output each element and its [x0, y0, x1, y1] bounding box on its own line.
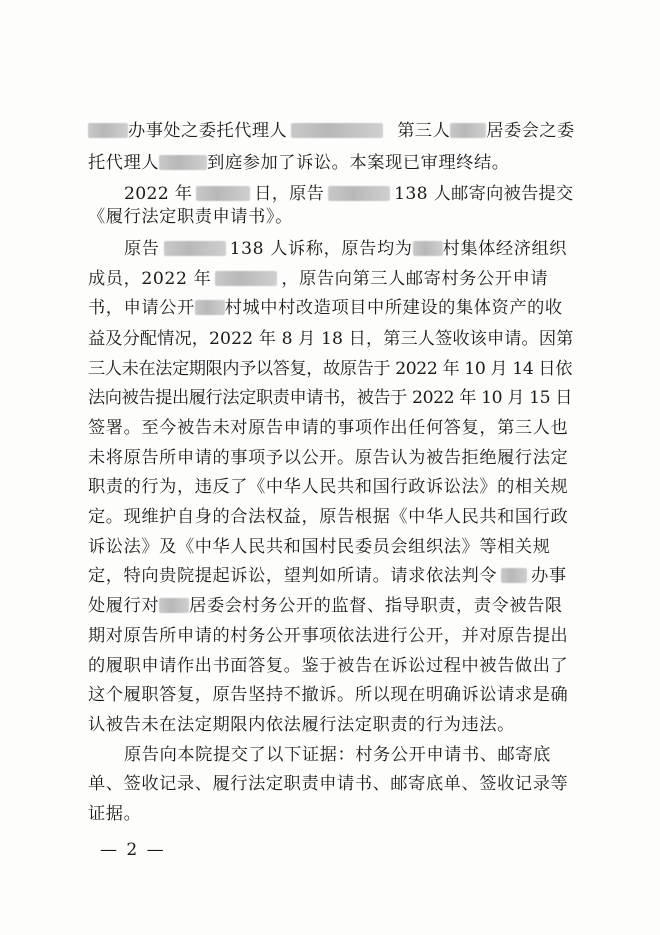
text-line [88, 384, 572, 412]
redaction-mark [413, 241, 443, 256]
text-line [124, 235, 567, 263]
redaction-mark [195, 300, 225, 315]
text-run: 诉讼法》及《中华人民共和国村民委员会组织法》等相关规 [88, 537, 551, 557]
text-run: 居委会之委 [486, 121, 575, 141]
text-line [88, 770, 568, 798]
text-run: 办事处之委托代理人 [128, 121, 288, 141]
text-line [88, 265, 548, 293]
text-run: 2022 年 [124, 184, 193, 204]
text-run: 职责的行为，违反了《中华人民共和国行政诉讼法》的相关规 [88, 477, 569, 497]
text-run: 益及分配情况，2022 年 8 月 18 日，第三人签收该申请。因第 [88, 329, 574, 349]
text-run: 未将原告所申请的事项予以公开。原告认为被告拒绝履行法定 [88, 448, 569, 468]
text-run: ，原告向第三人邮寄村务公开申请 [281, 269, 549, 289]
redaction-mark [291, 123, 383, 138]
redaction-mark [88, 123, 128, 138]
text-run: 法向被告提出履行法定职责申请书，被告于 2022 年 10 月 15 日 [88, 388, 572, 408]
text-run: 原告向本院提交了以下证据：村务公开申请书、邮寄底 [124, 745, 551, 765]
text-run: 138 人诉称，原告均为 [229, 239, 413, 259]
text-line [88, 681, 568, 709]
text-line [88, 652, 568, 680]
text-line [88, 711, 515, 739]
text-run: 期对原告所申请的村务公开事项依法进行公开，并对原告提出 [88, 626, 569, 646]
text-run: 定。现维护自身的合法权益，原告根据《中华人民共和国行政 [88, 507, 569, 527]
text-run: 证据。 [88, 804, 142, 824]
text-run: 第三人 [397, 121, 451, 141]
text-line [88, 473, 568, 501]
text-line [124, 741, 551, 769]
text-line [88, 294, 563, 322]
text-line [88, 414, 568, 442]
text-line [88, 117, 575, 145]
text-line [88, 325, 573, 353]
text-run: 签署。至今被告未对原告申请的事项作出任何答复，第三人也 [88, 418, 569, 438]
text-run: 书，申请公开 [88, 298, 195, 318]
text-run: 原告 [124, 239, 160, 259]
text-run: 办事 [531, 566, 567, 586]
redaction-mark [196, 186, 250, 201]
text-line [88, 444, 568, 472]
text-line [88, 149, 510, 177]
text-run: 的履职申请作出书面答复。鉴于被告在诉讼过程中被告做出了 [88, 656, 569, 676]
text-run: 处履行对 [88, 596, 160, 616]
redaction-mark [215, 271, 277, 286]
text-line [88, 503, 568, 531]
text-run: 定，特向贵院提起诉讼，望判如所请。请求依法判令 [88, 566, 498, 586]
text-line [88, 533, 550, 561]
text-run: 三人未在法定期限内予以答复，故原告于 2022 年 10 月 14 日依 [88, 359, 572, 379]
text-line [88, 622, 568, 650]
text-line [88, 355, 572, 383]
redaction-mark [164, 241, 226, 256]
text-run: 认被告未在法定期限内依法履行法定职责的行为违法。 [88, 715, 515, 735]
text-run: 到庭参加了诉讼。本案现已审理终结。 [207, 153, 510, 173]
text-run: 托代理人 [88, 153, 160, 173]
redaction-mark [159, 598, 189, 613]
text-run: 这个履职答复，原告坚持不撤诉。所以现在明确诉讼请求是确 [88, 685, 569, 705]
redaction-mark [501, 568, 527, 583]
text-line [88, 592, 563, 620]
redaction-mark [450, 123, 486, 138]
page-number: — 2 — [100, 840, 166, 860]
text-run: 《履行法定职责申请书》。 [88, 207, 293, 227]
redaction-mark [328, 186, 390, 201]
text-line [88, 203, 293, 231]
text-run: 成员，2022 年 [88, 269, 212, 289]
text-run: 村集体经济组织 [442, 239, 568, 259]
text-run: 村城中村改造项目中所建设的集体资产的收 [224, 298, 563, 318]
text-run: 单、签收记录、履行法定职责申请书、邮寄底单、签收记录等 [88, 774, 569, 794]
text-line [88, 800, 141, 828]
text-run: 日，原告 [254, 184, 325, 204]
text-run: 居委会村务公开的监督、指导职责，责令被告限 [189, 596, 563, 616]
redaction-mark [159, 155, 207, 170]
text-run: 138 人邮寄向被告提交 [394, 184, 574, 204]
text-line [88, 562, 567, 590]
